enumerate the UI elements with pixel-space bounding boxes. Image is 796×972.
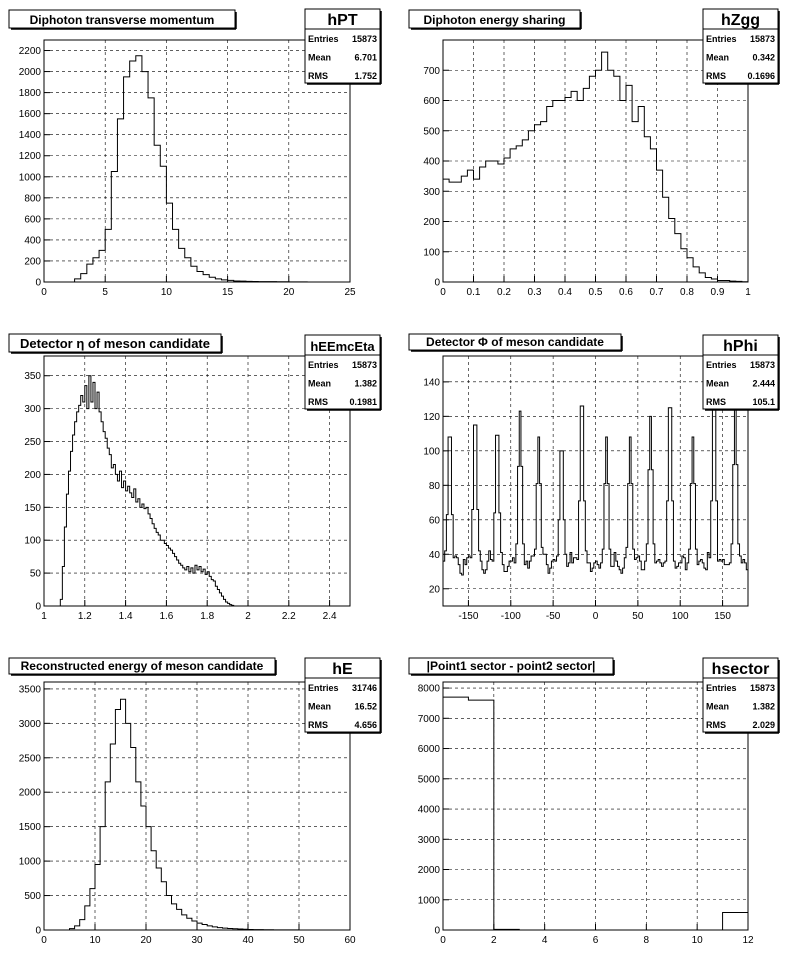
stats-label: Mean	[706, 52, 730, 63]
y-tick-label: 1600	[18, 109, 41, 121]
stats-label: Mean	[706, 701, 730, 712]
y-tick-label: 2000	[18, 787, 41, 799]
y-tick-label: 1400	[18, 130, 41, 142]
x-tick-label: 0	[41, 935, 47, 946]
x-tick-label: 0.5	[588, 287, 603, 298]
x-tick-label: -100	[500, 611, 521, 622]
x-tick-label: 1.4	[118, 611, 133, 622]
stats-label: RMS	[706, 71, 726, 81]
stats-label: Mean	[308, 701, 332, 712]
stats-label: Mean	[706, 378, 730, 389]
y-tick-label: 200	[24, 256, 41, 268]
y-tick-label: 8000	[417, 683, 440, 695]
y-tick-label: 40	[428, 549, 440, 561]
x-tick-label: 1	[41, 611, 47, 622]
y-tick-label: 800	[24, 193, 41, 205]
y-tick-label: 3000	[18, 718, 41, 730]
y-tick-label: 400	[423, 156, 440, 168]
y-tick-label: 50	[29, 568, 41, 580]
x-tick-label: 10	[89, 935, 101, 946]
stats-value: 105.1	[752, 397, 775, 407]
histogram-panel-2	[409, 9, 779, 298]
y-tick-label: 150	[24, 502, 41, 514]
stats-name: hZgg	[720, 12, 761, 29]
y-tick-label: 1000	[18, 172, 41, 184]
y-tick-label: 3000	[417, 834, 440, 846]
y-tick-label: 20	[428, 584, 440, 596]
x-tick-label: 4	[541, 935, 548, 946]
chart-title: Diphoton transverse momentum	[29, 13, 215, 27]
histogram-panel-1	[9, 9, 381, 298]
x-tick-label: 25	[344, 287, 356, 298]
stats-value: 15873	[351, 34, 377, 44]
stats-label: Entries	[706, 683, 737, 693]
y-tick-label: 140	[423, 377, 440, 389]
x-tick-label: 30	[191, 935, 203, 946]
x-tick-label: 2.4	[322, 611, 337, 622]
stats-name: hEEmcEta	[310, 339, 375, 354]
x-tick-label: 15	[222, 287, 234, 298]
chart-title: Reconstructed energy of meson candidate	[20, 659, 264, 673]
stats-value: 15873	[749, 683, 775, 693]
x-tick-label: 8	[643, 935, 650, 946]
y-tick-label: 300	[423, 186, 440, 198]
histogram-series	[44, 56, 350, 282]
y-tick-label: 120	[423, 411, 440, 423]
stats-value: 15873	[749, 360, 775, 370]
x-tick-label: 0.4	[558, 287, 572, 298]
stats-value: 2.444	[752, 378, 775, 389]
y-tick-label: 1000	[18, 856, 41, 868]
x-tick-label: 0.3	[527, 287, 542, 298]
stats-label: Entries	[706, 360, 737, 370]
stats-value: 6.701	[354, 52, 377, 63]
y-tick-label: 0	[35, 601, 41, 613]
x-tick-label: 2	[245, 611, 251, 622]
plot-frame	[44, 40, 350, 282]
y-tick-label: 350	[24, 371, 41, 383]
x-tick-label: 0.9	[710, 287, 725, 298]
y-tick-label: 1200	[18, 151, 41, 163]
x-tick-label: 6	[592, 935, 599, 946]
x-tick-label: 12	[742, 935, 754, 946]
y-tick-label: 2000	[18, 67, 41, 79]
x-tick-label: 0	[440, 287, 446, 298]
x-tick-label: 150	[714, 611, 731, 622]
y-tick-label: 0	[434, 925, 440, 937]
stats-label: RMS	[308, 71, 328, 81]
x-tick-label: 0.1	[466, 287, 481, 298]
stats-name: hPhi	[723, 338, 758, 355]
stats-name: hsector	[711, 661, 770, 678]
x-tick-label: 60	[344, 935, 356, 946]
y-tick-label: 100	[423, 247, 440, 259]
y-tick-label: 500	[423, 126, 440, 138]
stats-value: 4.656	[354, 720, 377, 730]
x-tick-label: 1.6	[159, 611, 174, 622]
x-tick-label: 0.7	[649, 287, 664, 298]
stats-label: RMS	[308, 720, 328, 730]
stats-label: Entries	[308, 683, 339, 693]
x-tick-label: -150	[458, 611, 479, 622]
stats-label: Entries	[308, 34, 339, 44]
y-tick-label: 600	[423, 96, 440, 107]
x-tick-label: 10	[691, 935, 703, 946]
stats-value: 1.752	[354, 71, 377, 81]
stats-value: 0.342	[752, 52, 775, 63]
y-tick-label: 250	[24, 437, 41, 449]
stats-label: Entries	[308, 360, 339, 370]
y-tick-label: 200	[423, 217, 440, 228]
stats-label: Mean	[308, 52, 332, 63]
x-tick-label: 0.6	[619, 287, 633, 298]
chart-title: Diphoton energy sharing	[423, 13, 566, 27]
stats-label: Mean	[308, 378, 332, 389]
y-tick-label: 100	[24, 535, 41, 547]
stats-value: 1.382	[752, 701, 775, 712]
y-tick-label: 300	[24, 404, 41, 416]
histogram-panel-5	[9, 658, 381, 946]
stats-value: 15873	[351, 360, 377, 370]
x-tick-label: 1.2	[77, 611, 92, 622]
stats-value: 31746	[351, 683, 377, 693]
x-tick-label: 5	[102, 287, 108, 298]
y-tick-label: 1800	[18, 88, 41, 100]
y-tick-label: 600	[24, 214, 41, 226]
histogram-panel-3	[9, 334, 381, 622]
stats-label: RMS	[308, 397, 328, 407]
x-tick-label: 40	[242, 935, 254, 946]
stats-value: 16.52	[354, 701, 377, 712]
y-tick-label: 0	[35, 277, 41, 289]
chart-title: Detector Φ of meson candidate	[426, 335, 604, 349]
y-tick-label: 700	[423, 65, 440, 77]
x-tick-label: 1	[745, 287, 751, 298]
x-tick-label: -50	[545, 611, 561, 622]
chart-title: Detector η of meson candidate	[20, 336, 210, 351]
stats-label: RMS	[706, 397, 726, 407]
y-tick-label: 2200	[18, 46, 41, 58]
y-tick-label: 400	[24, 235, 41, 247]
x-tick-label: 1.8	[200, 611, 215, 622]
x-tick-label: 50	[632, 611, 644, 622]
stats-value: 0.1696	[747, 71, 775, 81]
y-tick-label: 200	[24, 469, 41, 481]
x-tick-label: 10	[160, 287, 172, 298]
y-tick-label: 4000	[417, 804, 440, 816]
stats-name: hPT	[327, 12, 358, 29]
x-tick-label: 100	[671, 611, 689, 622]
stats-value: 15873	[749, 34, 775, 44]
x-tick-label: 0	[440, 935, 446, 946]
y-tick-label: 60	[428, 515, 440, 527]
y-tick-label: 0	[35, 925, 41, 937]
stats-value: 1.382	[354, 378, 377, 389]
y-tick-label: 1500	[18, 822, 41, 834]
x-tick-label: 50	[293, 935, 305, 946]
x-tick-label: 2	[491, 935, 497, 946]
y-tick-label: 80	[428, 480, 440, 492]
stats-value: 2.029	[752, 720, 775, 730]
stats-label: RMS	[706, 720, 726, 730]
x-tick-label: 0.2	[497, 287, 511, 298]
stats-label: Entries	[706, 34, 737, 44]
x-tick-label: 20	[140, 935, 152, 946]
histogram-panel-6	[409, 658, 779, 946]
x-tick-label: 0	[592, 611, 599, 622]
y-tick-label: 1000	[417, 895, 440, 907]
y-tick-label: 6000	[417, 744, 440, 756]
x-tick-label: 20	[283, 287, 295, 298]
x-tick-label: 0.8	[680, 287, 694, 298]
stats-name: hE	[332, 661, 353, 678]
y-tick-label: 0	[434, 277, 440, 289]
chart-title: |Point1 sector - point2 sector|	[426, 659, 596, 673]
x-tick-label: 0	[41, 287, 47, 298]
stats-value: 0.1981	[349, 397, 377, 407]
histogram-series	[60, 376, 244, 606]
histogram-panel-4	[409, 334, 779, 622]
y-tick-label: 3500	[18, 684, 41, 696]
y-tick-label: 500	[24, 891, 41, 903]
y-tick-label: 2500	[18, 753, 41, 765]
y-tick-label: 100	[423, 446, 440, 458]
y-tick-label: 2000	[417, 865, 440, 877]
x-tick-label: 2.2	[281, 611, 296, 622]
y-tick-label: 5000	[417, 774, 440, 786]
y-tick-label: 7000	[417, 713, 440, 725]
